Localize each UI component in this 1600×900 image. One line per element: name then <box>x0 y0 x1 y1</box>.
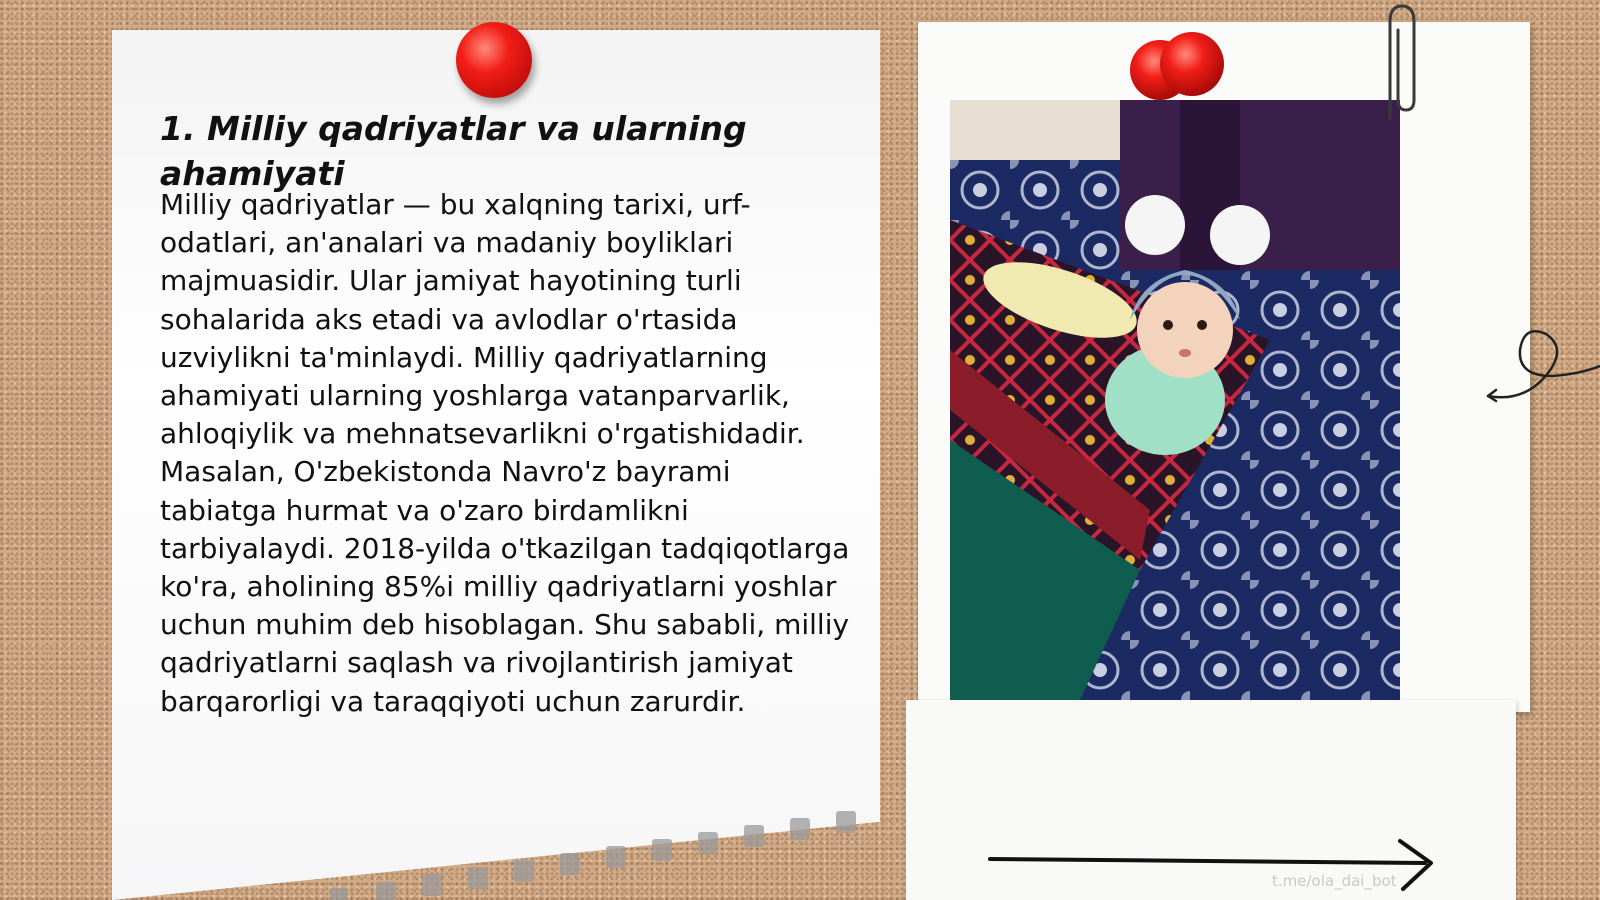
paperclip-icon <box>1376 0 1426 125</box>
watermark: t.me/ola_dai_bot <box>1272 872 1397 890</box>
red-pushpin-icon <box>456 22 532 98</box>
red-pushpin-icon <box>1130 30 1230 100</box>
slide-body-text: Milliy qadriyatlar — bu xalqning tarixi, urf-odatlari, an'analari va madaniy boyliklari majmuasidir. Ular jamiyat hayotining turli sohalarida aks etadi va avlodlar o'rtasida uzviylikni ta'minlaydi. Milliy qadriyatlarning ahamiyati ularning yoshlarga vatanparvarlik, ahloqiylik va mehnatsevarlikni o'rgatishidadir. Masalan, O'zbekistonda Navro'z bayrami tabiatga hurmat va o'zaro birdamlikni tarbiyalaydi. 2018-yilda o'tkazilgan tadqiqotlarga ko'ra, aholining 85%i milliy qadriyatlarni yoshlar uchun muhim deb hisoblagan. Shu sababli, milliy qadriyatlarni saqlash va rivojlantirish jamiyat barqarorligi va taraqqiyoti uchun zarurdir. <box>160 188 850 718</box>
loop-doodle-icon <box>1480 310 1600 410</box>
baby-photo <box>950 100 1400 700</box>
slide-title: 1. Milliy qadriyatlar va ularning ahamiyati <box>160 109 747 193</box>
